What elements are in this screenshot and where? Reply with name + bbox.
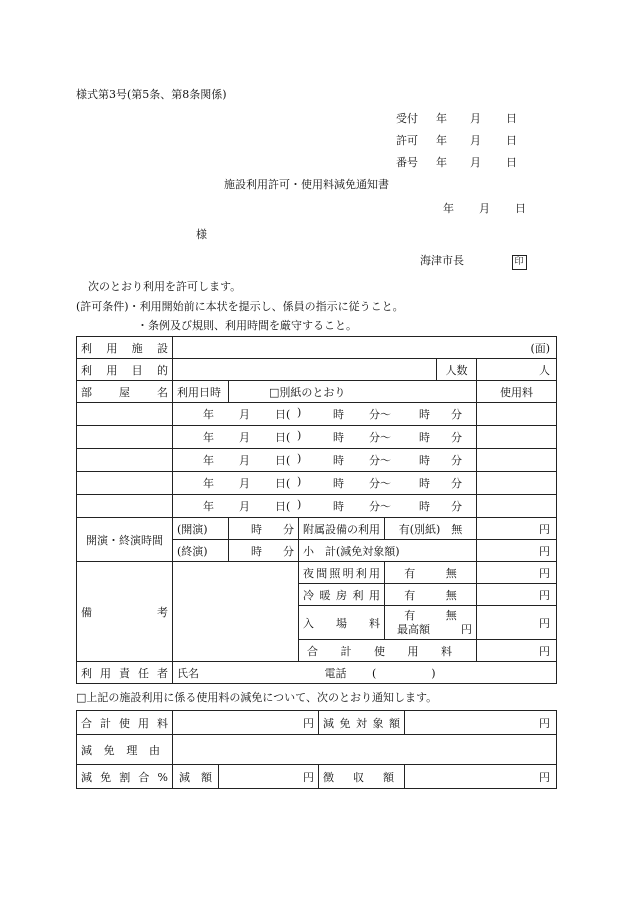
hour-label: 時 [419,408,430,421]
room-cell[interactable] [77,449,173,472]
day-label: 日 [515,202,526,215]
year-label: 年 [203,500,214,513]
year-label: 年 [443,202,454,215]
schedule-cell[interactable] [173,495,477,518]
aircon-label: 冷暖房利用 [299,584,385,606]
facility-row [77,337,557,359]
day-label: 日( [275,408,291,421]
schedule-row [77,472,557,495]
conditions-prefix: (許可条件) [76,300,129,313]
schedule-row [77,426,557,449]
hour-label: 時 [333,477,344,490]
remarks-cell[interactable] [173,562,299,662]
admission-options[interactable] [385,606,477,640]
hour-label: 時 [251,522,262,536]
hour-label: 時 [419,500,430,513]
collection-yen[interactable]: 円 [405,765,557,789]
month-label: 月 [479,202,490,215]
month-label: 月 [239,408,250,421]
minute-label: 分〜 [369,500,391,513]
hour-label: 時 [419,477,430,490]
headcount-unit: 人 [477,359,557,381]
yes-label: 有 [404,588,416,602]
open-close-label: 開演・終演時間 [77,518,173,562]
night-light-row [77,562,557,584]
intro-text: 次のとおり利用を許可します。 [88,280,242,293]
year-label: 年 [436,134,447,147]
year-label: 年 [436,156,447,169]
month-label: 月 [470,156,481,169]
yes-label: 有 [404,566,416,580]
minute-label: 分〜 [369,431,391,444]
year-label: 年 [203,408,214,421]
year-label: 年 [203,477,214,490]
seal-mark: 印 [512,255,527,270]
responsible-row [77,662,557,684]
hour-label: 時 [333,408,344,421]
hour-label: 時 [333,431,344,444]
day-label: 日 [506,134,517,147]
addressee-suffix: 様 [196,228,207,241]
responsible-label: 利用責任者 [77,662,173,684]
open-time-row [77,518,557,540]
paren-close: ) [297,452,302,465]
minute-label: 分〜 [369,477,391,490]
total-fee-label: 合計使用料 [77,711,173,735]
issue-date [443,200,535,216]
equipment-label: 附属設備の利用 [299,518,385,540]
schedule-row [77,449,557,472]
phone-label: 電話 [324,666,347,680]
minute-label: 分〜 [369,454,391,467]
reduction-table [76,710,557,789]
reduction-target-label: 減免対象額 [319,711,405,735]
month-label: 月 [239,477,250,490]
facility-unit: (面) [173,337,557,359]
minute-label: 分 [283,522,294,536]
collection-label: 徴収額 [319,765,405,789]
minute-label: 分 [451,454,462,467]
reduction-notice[interactable]: □上記の施設利用に係る使用料の減免について、次のとおり通知します。 [76,691,438,704]
total-fee-yen: 円 [477,640,557,662]
close-label: (終演) [173,540,229,562]
room-cell[interactable] [77,426,173,449]
minute-label: 分 [451,431,462,444]
no-label: 無 [445,608,457,622]
purpose-value[interactable] [173,359,437,381]
headcount-label: 人数 [437,359,477,381]
total-target-row [77,711,557,735]
receipt-block [396,110,526,170]
reduction-amount-yen[interactable]: 円 [219,765,319,789]
name-label: 氏名 [177,666,199,680]
day-label: 日( [275,454,291,467]
night-light-options[interactable] [385,562,477,584]
yes-label: 有 [404,608,416,622]
condition-item: ・利用開始前に本状を提示し、係員の指示に従うこと。 [128,300,404,313]
minute-label: 分 [283,544,294,558]
hour-label: 時 [251,544,262,558]
no-label: 無 [445,588,457,602]
room-cell[interactable] [77,495,173,518]
form-number: 様式第3号(第5条、第8条関係) [76,88,227,101]
subtotal-yen: 円 [477,540,557,562]
minute-label: 分 [451,477,462,490]
rate-label: 減免割合% [77,765,173,789]
fee-cell[interactable] [477,403,557,426]
facility-label: 利用施設 [77,337,173,359]
document-title: 施設利用許可・使用料減免通知書 [224,178,389,191]
year-label: 年 [436,112,447,125]
max-amount-yen: 円 [461,622,472,636]
day-label: 日( [275,477,291,490]
day-label: 日 [506,156,517,169]
permission-label: 許可 [396,134,418,147]
close-time-cell[interactable] [229,540,299,562]
paren-close: ) [297,429,302,442]
datetime-label: 利用日時 [173,381,229,403]
year-label: 年 [203,454,214,467]
minute-label: 分 [451,500,462,513]
total-fee-yen[interactable]: 円 [173,711,319,735]
room-cell[interactable] [77,403,173,426]
month-label: 月 [470,134,481,147]
fee-cell[interactable] [477,472,557,495]
max-amount-label: 最高額 [397,622,430,636]
night-light-yen: 円 [477,562,557,584]
rate-row [77,765,557,789]
reason-cell[interactable] [173,735,557,765]
reduction-target-yen[interactable]: 円 [405,711,557,735]
month-label: 月 [239,454,250,467]
schedule-row [77,403,557,426]
paren-close: ) [297,406,302,419]
permission-table [76,336,557,684]
purpose-label: 利用目的 [77,359,173,381]
number-label: 番号 [396,156,418,169]
year-label: 年 [203,431,214,444]
hour-label: 時 [419,431,430,444]
hour-label: 時 [333,500,344,513]
separate-sheet-checkbox[interactable]: □別紙のとおり [229,381,477,403]
equipment-yen: 円 [477,518,557,540]
night-light-label: 夜間照明利用 [299,562,385,584]
hour-label: 時 [419,454,430,467]
day-label: 日( [275,500,291,513]
month-label: 月 [239,431,250,444]
reduction-amount-label: 減額 [173,765,219,789]
admission-label: 入場料 [299,606,385,640]
phone-parens: ( ) [372,666,436,680]
condition-item: ・条例及び規則、利用時間を厳守すること。 [137,319,357,332]
aircon-options[interactable] [385,584,477,606]
no-label: 無 [445,566,457,580]
schedule-cell[interactable] [173,472,477,495]
admission-yen: 円 [477,606,557,640]
hour-label: 時 [333,454,344,467]
schedule-row [77,495,557,518]
reason-label: 減免理由 [77,735,173,765]
header-row [77,381,557,403]
day-label: 日 [506,112,517,125]
responsible-cell[interactable] [173,662,557,684]
month-label: 月 [239,500,250,513]
fee-cell[interactable] [477,495,557,518]
schedule-cell[interactable] [173,449,477,472]
day-label: 日( [275,431,291,444]
minute-label: 分〜 [369,408,391,421]
schedule-cell[interactable] [173,426,477,449]
paren-close: ) [297,475,302,488]
month-label: 月 [470,112,481,125]
purpose-row [77,359,557,381]
room-cell[interactable] [77,472,173,495]
issuer [420,252,527,270]
room-label: 部屋名 [77,381,173,403]
subtotal-label: 小 計(減免対象額) [299,540,477,562]
fee-cell[interactable] [477,449,557,472]
fee-cell[interactable] [477,426,557,449]
aircon-yen: 円 [477,584,557,606]
fee-label: 使用料 [477,381,557,403]
equipment-options[interactable]: 有(別紙) 無 [385,518,477,540]
issuer-name: 海津市長 [420,254,464,267]
paren-close: ) [297,498,302,511]
total-fee-label: 合計使用料 [299,640,477,662]
schedule-cell[interactable] [173,403,477,426]
open-label: (開演) [173,518,229,540]
minute-label: 分 [451,408,462,421]
receipt-label: 受付 [396,112,418,125]
conditions-line-1 [76,298,404,314]
remarks-label: 備考 [77,562,173,662]
open-time-cell[interactable] [229,518,299,540]
reason-row [77,735,557,765]
